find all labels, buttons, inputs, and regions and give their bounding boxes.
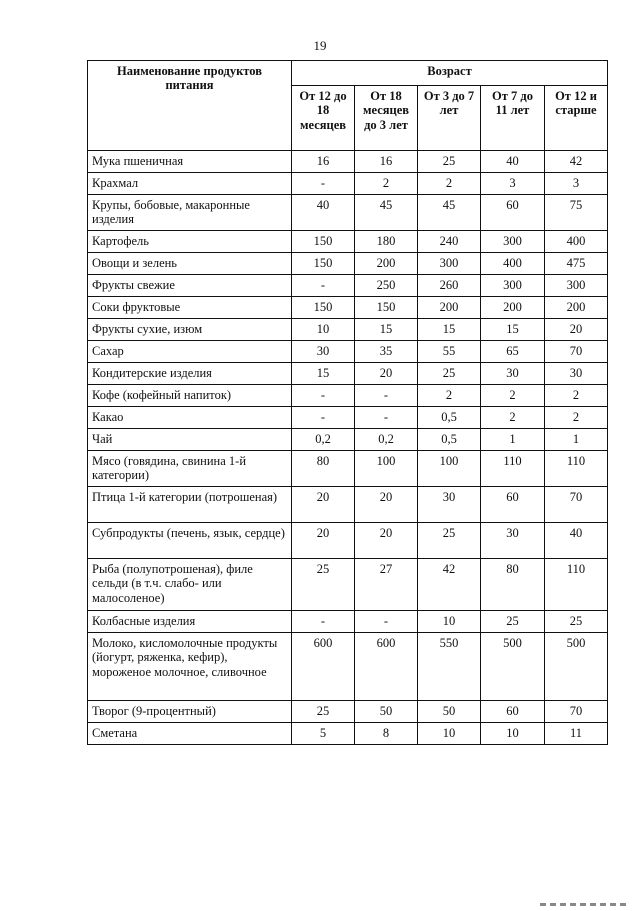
- value-cell: 240: [418, 231, 481, 253]
- product-name-cell: Овощи и зелень: [88, 253, 292, 275]
- value-cell: 55: [418, 341, 481, 363]
- value-cell: 60: [481, 487, 545, 523]
- value-cell: 300: [481, 231, 545, 253]
- value-cell: 550: [418, 633, 481, 701]
- value-cell: 400: [545, 231, 608, 253]
- value-cell: 2: [418, 385, 481, 407]
- value-cell: 300: [545, 275, 608, 297]
- table-row: [88, 559, 608, 611]
- product-name-cell: Картофель: [88, 231, 292, 253]
- table-row: [88, 275, 608, 297]
- header-row-1: [88, 61, 608, 86]
- value-cell: 35: [355, 341, 418, 363]
- value-cell: 500: [481, 633, 545, 701]
- value-cell: 3: [481, 173, 545, 195]
- value-cell: 2: [481, 385, 545, 407]
- product-name-cell: Крупы, бобовые, макаронные изделия: [88, 195, 292, 231]
- value-cell: 11: [545, 723, 608, 745]
- value-cell: -: [292, 173, 355, 195]
- product-name-cell: Сахар: [88, 341, 292, 363]
- value-cell: 200: [418, 297, 481, 319]
- value-cell: 100: [355, 451, 418, 487]
- table-row: [88, 429, 608, 451]
- value-cell: 200: [481, 297, 545, 319]
- value-cell: 40: [545, 523, 608, 559]
- product-name-cell: Чай: [88, 429, 292, 451]
- value-cell: 20: [355, 363, 418, 385]
- product-name-cell: Субпродукты (печень, язык, сердце): [88, 523, 292, 559]
- value-cell: 300: [418, 253, 481, 275]
- food-norms-table: [87, 60, 608, 745]
- table-body: [88, 151, 608, 745]
- value-cell: 50: [355, 701, 418, 723]
- value-cell: 600: [355, 633, 418, 701]
- value-cell: 15: [418, 319, 481, 341]
- value-cell: 260: [418, 275, 481, 297]
- age-header: Возраст: [292, 61, 608, 86]
- value-cell: -: [292, 275, 355, 297]
- value-cell: -: [355, 385, 418, 407]
- value-cell: 42: [545, 151, 608, 173]
- value-cell: 80: [292, 451, 355, 487]
- value-cell: 50: [418, 701, 481, 723]
- value-cell: 5: [292, 723, 355, 745]
- value-cell: 20: [545, 319, 608, 341]
- value-cell: 3: [545, 173, 608, 195]
- value-cell: 10: [418, 723, 481, 745]
- value-cell: 110: [545, 451, 608, 487]
- value-cell: 15: [355, 319, 418, 341]
- value-cell: 25: [292, 701, 355, 723]
- value-cell: 0,2: [292, 429, 355, 451]
- value-cell: 600: [292, 633, 355, 701]
- product-name-cell: Какао: [88, 407, 292, 429]
- value-cell: 150: [355, 297, 418, 319]
- product-name-cell: Кондитерские изделия: [88, 363, 292, 385]
- value-cell: 30: [481, 523, 545, 559]
- value-cell: 42: [418, 559, 481, 611]
- product-name-cell: Колбасные изделия: [88, 611, 292, 633]
- value-cell: 30: [292, 341, 355, 363]
- value-cell: 0,2: [355, 429, 418, 451]
- table-row: [88, 195, 608, 231]
- product-name-cell: Рыба (полупотрошеная), филе сельди (в т.ч. слабо- или малосоленое): [88, 559, 292, 611]
- value-cell: 30: [418, 487, 481, 523]
- value-cell: 10: [418, 611, 481, 633]
- value-cell: -: [355, 611, 418, 633]
- value-cell: 25: [418, 363, 481, 385]
- value-cell: 475: [545, 253, 608, 275]
- value-cell: 2: [545, 385, 608, 407]
- age-group-header: От 12 и старше: [545, 86, 608, 151]
- value-cell: 20: [292, 523, 355, 559]
- product-name-cell: Молоко, кисломолочные продукты (йогурт, ряженка, кефир), мороженое молочное, сливочное: [88, 633, 292, 701]
- value-cell: 27: [355, 559, 418, 611]
- product-name-cell: Соки фруктовые: [88, 297, 292, 319]
- scan-artifact: [540, 903, 630, 906]
- page-number: 19: [313, 38, 327, 53]
- value-cell: 250: [355, 275, 418, 297]
- value-cell: 500: [545, 633, 608, 701]
- value-cell: 110: [545, 559, 608, 611]
- value-cell: 15: [292, 363, 355, 385]
- product-name-cell: Фрукты свежие: [88, 275, 292, 297]
- value-cell: 200: [545, 297, 608, 319]
- value-cell: 70: [545, 487, 608, 523]
- value-cell: 25: [292, 559, 355, 611]
- value-cell: 45: [418, 195, 481, 231]
- value-cell: 40: [481, 151, 545, 173]
- table-row: [88, 385, 608, 407]
- product-name-cell: Сметана: [88, 723, 292, 745]
- value-cell: 60: [481, 701, 545, 723]
- value-cell: 300: [481, 275, 545, 297]
- value-cell: 30: [545, 363, 608, 385]
- age-group-header: От 12 до 18 месяцев: [292, 86, 355, 151]
- product-name-cell: Птица 1-й категории (потрошеная): [88, 487, 292, 523]
- product-name-cell: Фрукты сухие, изюм: [88, 319, 292, 341]
- value-cell: 400: [481, 253, 545, 275]
- value-cell: 70: [545, 701, 608, 723]
- value-cell: 70: [545, 341, 608, 363]
- value-cell: 2: [545, 407, 608, 429]
- value-cell: -: [355, 407, 418, 429]
- value-cell: 20: [292, 487, 355, 523]
- value-cell: 25: [481, 611, 545, 633]
- table-row: [88, 451, 608, 487]
- value-cell: 100: [418, 451, 481, 487]
- value-cell: 25: [418, 151, 481, 173]
- value-cell: 180: [355, 231, 418, 253]
- value-cell: 16: [292, 151, 355, 173]
- table-row: [88, 231, 608, 253]
- value-cell: 2: [481, 407, 545, 429]
- value-cell: -: [292, 407, 355, 429]
- product-name-cell: Мука пшеничная: [88, 151, 292, 173]
- value-cell: 0,5: [418, 407, 481, 429]
- table-row: [88, 611, 608, 633]
- value-cell: -: [292, 385, 355, 407]
- table-row: [88, 341, 608, 363]
- value-cell: 10: [481, 723, 545, 745]
- value-cell: 75: [545, 195, 608, 231]
- table-row: [88, 633, 608, 701]
- table-row: [88, 151, 608, 173]
- product-name-cell: Крахмал: [88, 173, 292, 195]
- product-name-header: Наименование продуктов питания: [88, 61, 292, 151]
- table-row: [88, 723, 608, 745]
- value-cell: 30: [481, 363, 545, 385]
- table-row: [88, 487, 608, 523]
- table-row: [88, 523, 608, 559]
- value-cell: 65: [481, 341, 545, 363]
- product-name-cell: Мясо (говядина, свинина 1-й категории): [88, 451, 292, 487]
- value-cell: 25: [418, 523, 481, 559]
- value-cell: 2: [418, 173, 481, 195]
- table-row: [88, 173, 608, 195]
- value-cell: 110: [481, 451, 545, 487]
- value-cell: 1: [545, 429, 608, 451]
- value-cell: 150: [292, 297, 355, 319]
- value-cell: 0,5: [418, 429, 481, 451]
- age-group-header: От 7 до 11 лет: [481, 86, 545, 151]
- value-cell: 60: [481, 195, 545, 231]
- value-cell: 15: [481, 319, 545, 341]
- table-row: [88, 253, 608, 275]
- value-cell: 2: [355, 173, 418, 195]
- value-cell: 8: [355, 723, 418, 745]
- product-name-cell: Творог (9-процентный): [88, 701, 292, 723]
- value-cell: 1: [481, 429, 545, 451]
- value-cell: 25: [545, 611, 608, 633]
- value-cell: 80: [481, 559, 545, 611]
- value-cell: 150: [292, 231, 355, 253]
- age-group-header: От 18 месяцев до 3 лет: [355, 86, 418, 151]
- value-cell: 40: [292, 195, 355, 231]
- product-name-cell: Кофе (кофейный напиток): [88, 385, 292, 407]
- table-row: [88, 297, 608, 319]
- value-cell: 150: [292, 253, 355, 275]
- value-cell: -: [292, 611, 355, 633]
- age-group-header: От 3 до 7 лет: [418, 86, 481, 151]
- table-row: [88, 319, 608, 341]
- table-row: [88, 407, 608, 429]
- value-cell: 16: [355, 151, 418, 173]
- table-row: [88, 363, 608, 385]
- value-cell: 200: [355, 253, 418, 275]
- value-cell: 45: [355, 195, 418, 231]
- table-row: [88, 701, 608, 723]
- value-cell: 20: [355, 487, 418, 523]
- value-cell: 20: [355, 523, 418, 559]
- value-cell: 10: [292, 319, 355, 341]
